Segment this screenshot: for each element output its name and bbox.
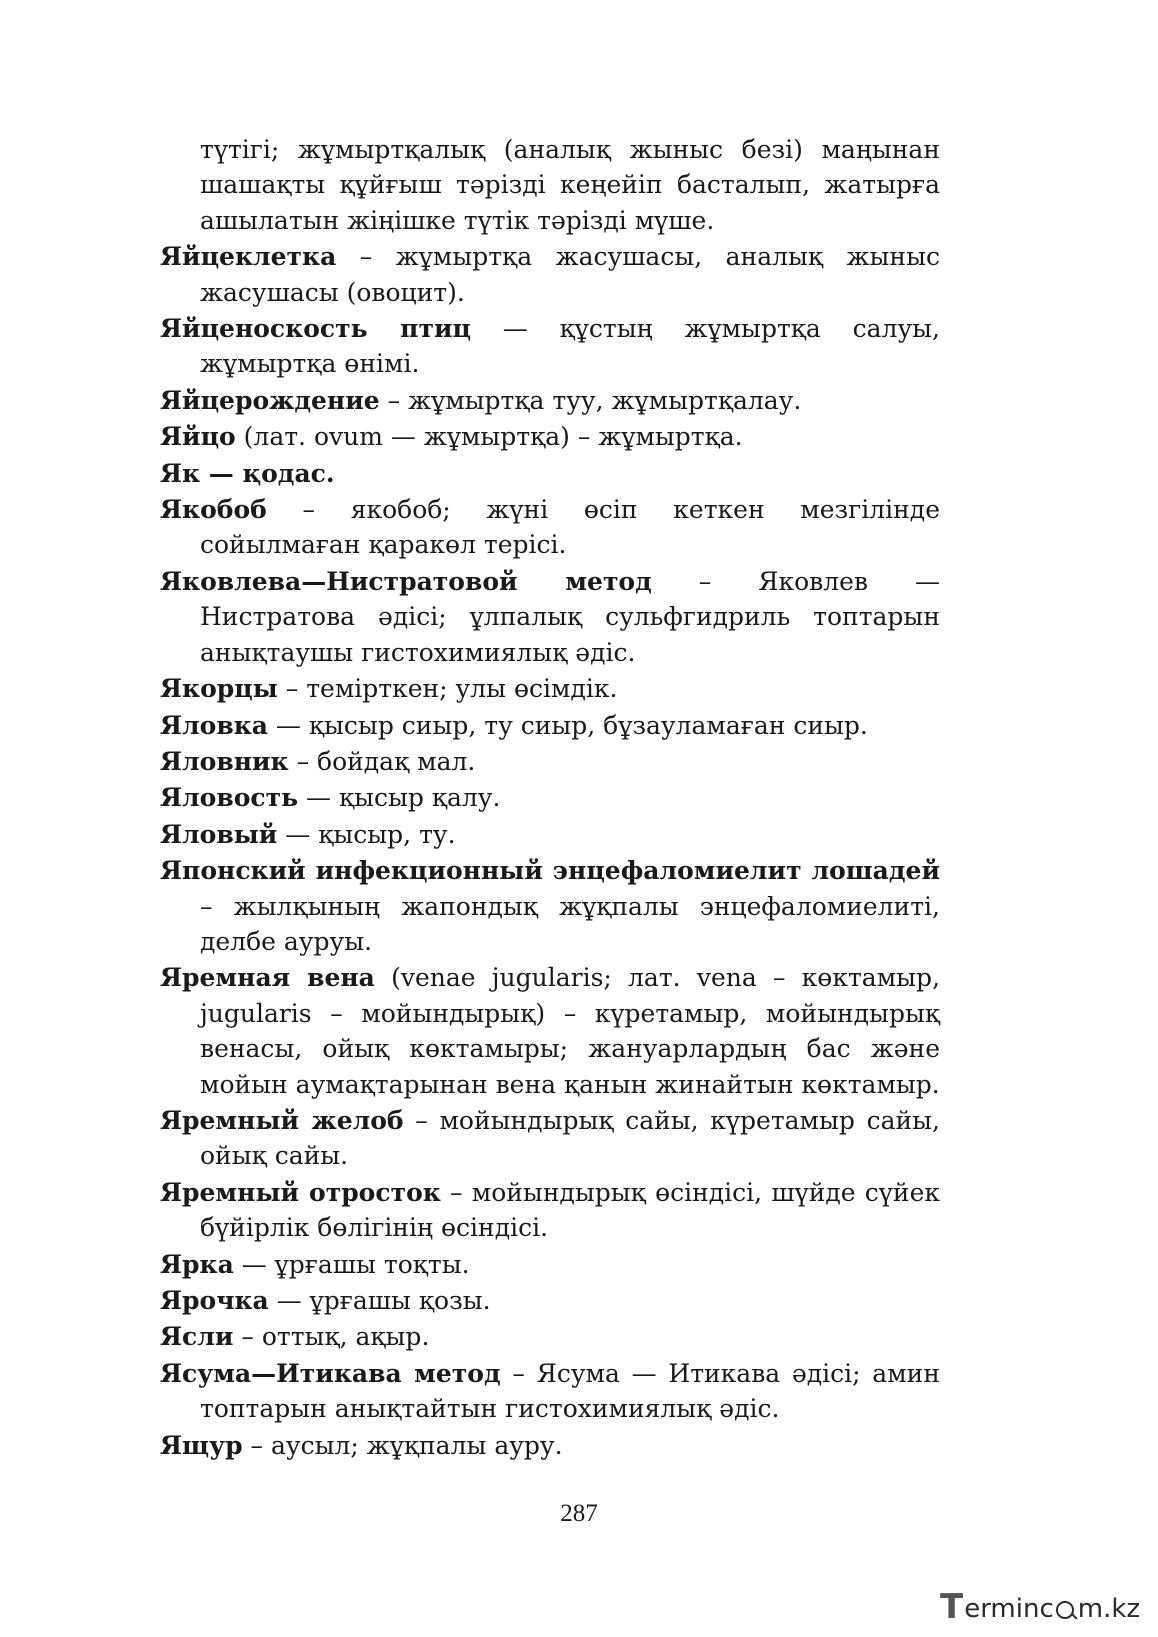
logo-text-end: m.kz bbox=[1077, 1594, 1141, 1624]
entry-definition: – Яковлев — Нистратова әдісі; ұлпалық сульфгидриль топтарын анықтаушы гистохимиялық әдіс. bbox=[200, 566, 940, 667]
entry-definition: – темірткен; улы өсімдік. bbox=[277, 674, 618, 704]
entry-term: Яковлева—Нистратовой метод bbox=[160, 566, 652, 596]
dictionary-entry bbox=[160, 456, 940, 491]
logo-t-glyph: T bbox=[940, 1587, 964, 1627]
dictionary-entry bbox=[160, 780, 940, 815]
dictionary-entry bbox=[160, 1175, 940, 1246]
entry-definition: (лат. ovum — жұмыртқа) – жұмыртқа. bbox=[235, 422, 743, 452]
dictionary-entry bbox=[160, 817, 940, 852]
entry-term: Японский инфекционный энцефаломиелит лошадей bbox=[160, 856, 940, 886]
entry-definition: – якобоб; жүні өсіп кеткен мезгілінде сойылмаған қаракөл терісі. bbox=[200, 495, 940, 560]
entry-term: Ящур bbox=[160, 1430, 243, 1460]
entry-term: Якобоб bbox=[160, 495, 267, 525]
entry-term: Яйценоскость птиц bbox=[160, 314, 471, 344]
entry-definition: — қысыр қалу. bbox=[298, 783, 501, 813]
entry-definition: — ұрғашы тоқты. bbox=[233, 1249, 470, 1279]
entry-term: Яремная вена bbox=[160, 963, 375, 993]
dictionary-entry bbox=[160, 239, 940, 310]
entry-term: Яйцеклетка bbox=[160, 242, 337, 272]
dictionary-entry bbox=[160, 708, 940, 743]
dictionary-entry bbox=[160, 1319, 940, 1354]
entry-definition: – жұмыртқа туу, жұмыртқалау. bbox=[379, 385, 802, 415]
entry-term: Яловый bbox=[160, 819, 278, 849]
logo-text-start: erminc bbox=[964, 1594, 1054, 1624]
dictionary-entry bbox=[160, 383, 940, 418]
page-number: 287 bbox=[560, 1500, 598, 1527]
entry-definition: (venae jugularis; лат. vena – көктамыр, jugularis – мойындырық) – күретамыр, мойындырық венасы, ойық көктамыры; жануарлардың бас және мойын аумақтарынан вена қанын жинайтын көктамыр. bbox=[200, 963, 941, 1099]
dictionary-entry bbox=[160, 744, 940, 779]
dictionary-entry bbox=[160, 311, 940, 382]
entry-definition: түтігі; жұмыртқалық (аналық жыныс безі) маңынан шашақты құйғыш тәрізді кеңейіп басталып, жатырға ашылатын жіңішке түтік тәрізді мүше. bbox=[200, 135, 940, 235]
dictionary-entry bbox=[160, 1356, 940, 1427]
entry-term: Яловник bbox=[160, 746, 289, 776]
entry-term: Як — қодас. bbox=[160, 458, 335, 488]
entry-term: Яйцо bbox=[160, 422, 236, 452]
dictionary-entry bbox=[160, 1247, 940, 1282]
dictionary-entry bbox=[160, 492, 940, 563]
entry-definition: – мойындырық сайы, күретамыр сайы, ойық сайы. bbox=[200, 1105, 940, 1171]
entry-term: Ярочка bbox=[160, 1286, 269, 1315]
dictionary-entry bbox=[160, 564, 940, 670]
entry-term: Яремный отросток bbox=[160, 1177, 441, 1207]
entry-term: Ярка bbox=[160, 1249, 234, 1279]
entry-term: Яйцерождение bbox=[160, 385, 380, 415]
terminkz-logo bbox=[940, 1587, 1141, 1627]
entry-term: Яловка bbox=[160, 710, 268, 740]
entry-definition: — құстың жұмыртқа салуы, жұмыртқа өнімі. bbox=[200, 314, 941, 379]
dictionary-entry bbox=[160, 853, 940, 959]
dictionary-entry bbox=[160, 132, 940, 238]
entry-term: Яремный желоб bbox=[160, 1105, 404, 1135]
dictionary-entry bbox=[160, 1428, 940, 1463]
entry-definition: – жұмыртқа жасушасы, аналық жыныс жасушасы (овоцит). bbox=[200, 242, 940, 307]
dictionary-entries bbox=[160, 132, 940, 1464]
entry-term: Ясума—Итикава метод bbox=[160, 1358, 501, 1388]
entry-definition: – бойдақ мал. bbox=[288, 746, 476, 776]
entry-definition: – аусыл; жұқпалы ауру. bbox=[242, 1430, 563, 1460]
entry-definition: — қысыр сиыр, ту сиыр, бұзауламаған сиыр. bbox=[267, 710, 868, 740]
entry-definition: – Ясума — Итикава әдісі; амин топтарын анықтайтын гистохимиялық әдіс. bbox=[200, 1358, 940, 1424]
entry-definition: – мойындырық өсіндісі, шүйде сүйек бүйірлік бөлігінің өсіндісі. bbox=[200, 1177, 940, 1243]
entry-term: Якорцы bbox=[160, 674, 278, 704]
dictionary-entry bbox=[160, 1103, 940, 1174]
entry-definition: — ұрғашы қозы. bbox=[268, 1286, 491, 1315]
entry-definition: – оттық, ақыр. bbox=[233, 1322, 430, 1352]
dictionary-entry bbox=[160, 671, 940, 706]
dictionary-entry bbox=[160, 1283, 940, 1318]
dictionary-entry bbox=[160, 960, 940, 1102]
magnifier-icon bbox=[1055, 1599, 1077, 1621]
dictionary-entry bbox=[160, 419, 940, 454]
entry-term: Яловость bbox=[160, 783, 299, 813]
entry-definition: — қысыр, ту. bbox=[277, 819, 456, 849]
entry-term: Ясли bbox=[160, 1322, 234, 1352]
entry-definition: – жылқының жапондық жұқпалы энцефаломиелиті, делбе ауруы. bbox=[200, 891, 940, 956]
